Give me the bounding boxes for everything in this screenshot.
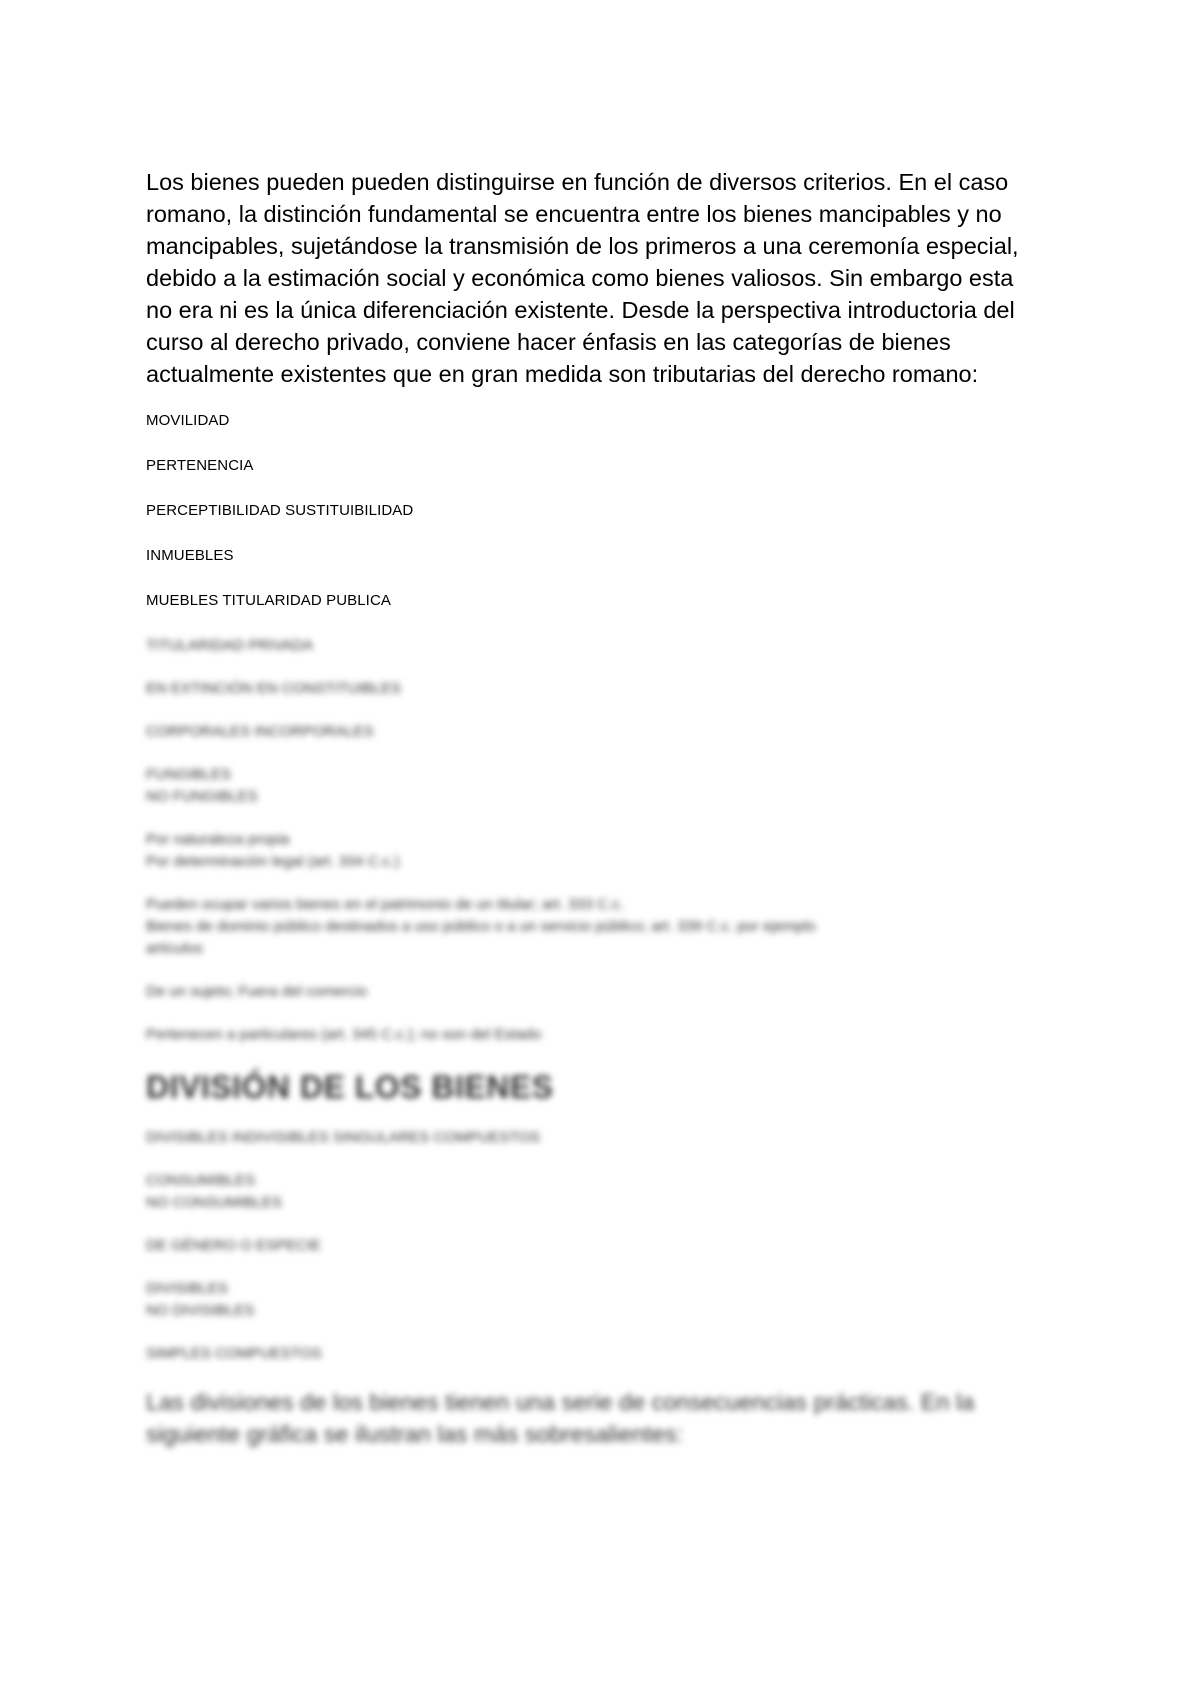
blurred-line: CONSUMIBLES NO CONSUMIBLES (146, 1172, 282, 1211)
blurred-line: De un sujeto; Fuera del comercio (146, 983, 367, 1000)
section-heading: DIVISIÓN DE LOS BIENES (146, 1069, 554, 1105)
category-list (146, 410, 1046, 612)
category-item-perceptibilidad: PERCEPTIBILIDAD SUSTITUIBILIDAD (146, 502, 414, 519)
blurred-line: TITULARIDAD PRIVADA (146, 637, 314, 654)
document-page (146, 166, 1046, 1450)
category-item-muebles: MUEBLES TITULARIDAD PUBLICA (146, 592, 391, 609)
blurred-line: DE GÉNERO O ESPECIE (146, 1237, 322, 1254)
blurred-line: SIMPLES COMPUESTOS (146, 1345, 322, 1362)
blurred-line: Por naturaleza propia Por determinación legal (art. 334 C.c.) (146, 831, 400, 870)
blurred-line: EN EXTINCIÓN EN CONSTITUIBLES (146, 680, 402, 697)
blurred-line: DIVISIBLES INDIVISIBLES SINGULARES COMPUESTOS (146, 1129, 541, 1146)
intro-paragraph: Los bienes pueden pueden distinguirse en función de diversos criterios. En el caso romano, la distinción fundamental se encuentra entre los bienes mancipables y no mancipables, sujetándose la transmisión de los primeros a una ceremonía especial, debido a la estimación social y económica como bienes valiosos. Sin embargo esta no era ni es la única diferenciación existente. Desde la perspectiva introductoria del curso al derecho privado, conviene hacer énfasis en las categorías de bienes actualmente existentes que en gran medida son tributarias del derecho romano: (146, 169, 1019, 387)
blurred-line: FUNGIBLES NO FUNGIBLES (146, 766, 258, 805)
category-item-pertenencia: PERTENENCIA (146, 457, 254, 474)
blurred-content (146, 635, 1046, 1450)
blurred-line: CORPORALES INCORPORALES (146, 723, 374, 740)
closing-paragraph: Las divisiones de los bienes tienen una serie de consecuencias prácticas. En la siguiente gráfica se ilustran las más sobresalientes: (146, 1389, 975, 1447)
blurred-line: Pertenecen a particulares (art. 345 C.c.); no son del Estado (146, 1026, 542, 1043)
category-item-inmuebles: INMUEBLES (146, 547, 234, 564)
blurred-line: Pueden ocupar varios bienes en el patrimonio de un titular; art. 333 C.c. Bienes de dominio público destinados a uso público o a un servicio público; art. 339 C.c. por ejemplo artículos (146, 896, 816, 957)
category-item-movilidad: MOVILIDAD (146, 412, 230, 429)
blurred-line: DIVISIBLES NO DIVISIBLES (146, 1280, 255, 1319)
